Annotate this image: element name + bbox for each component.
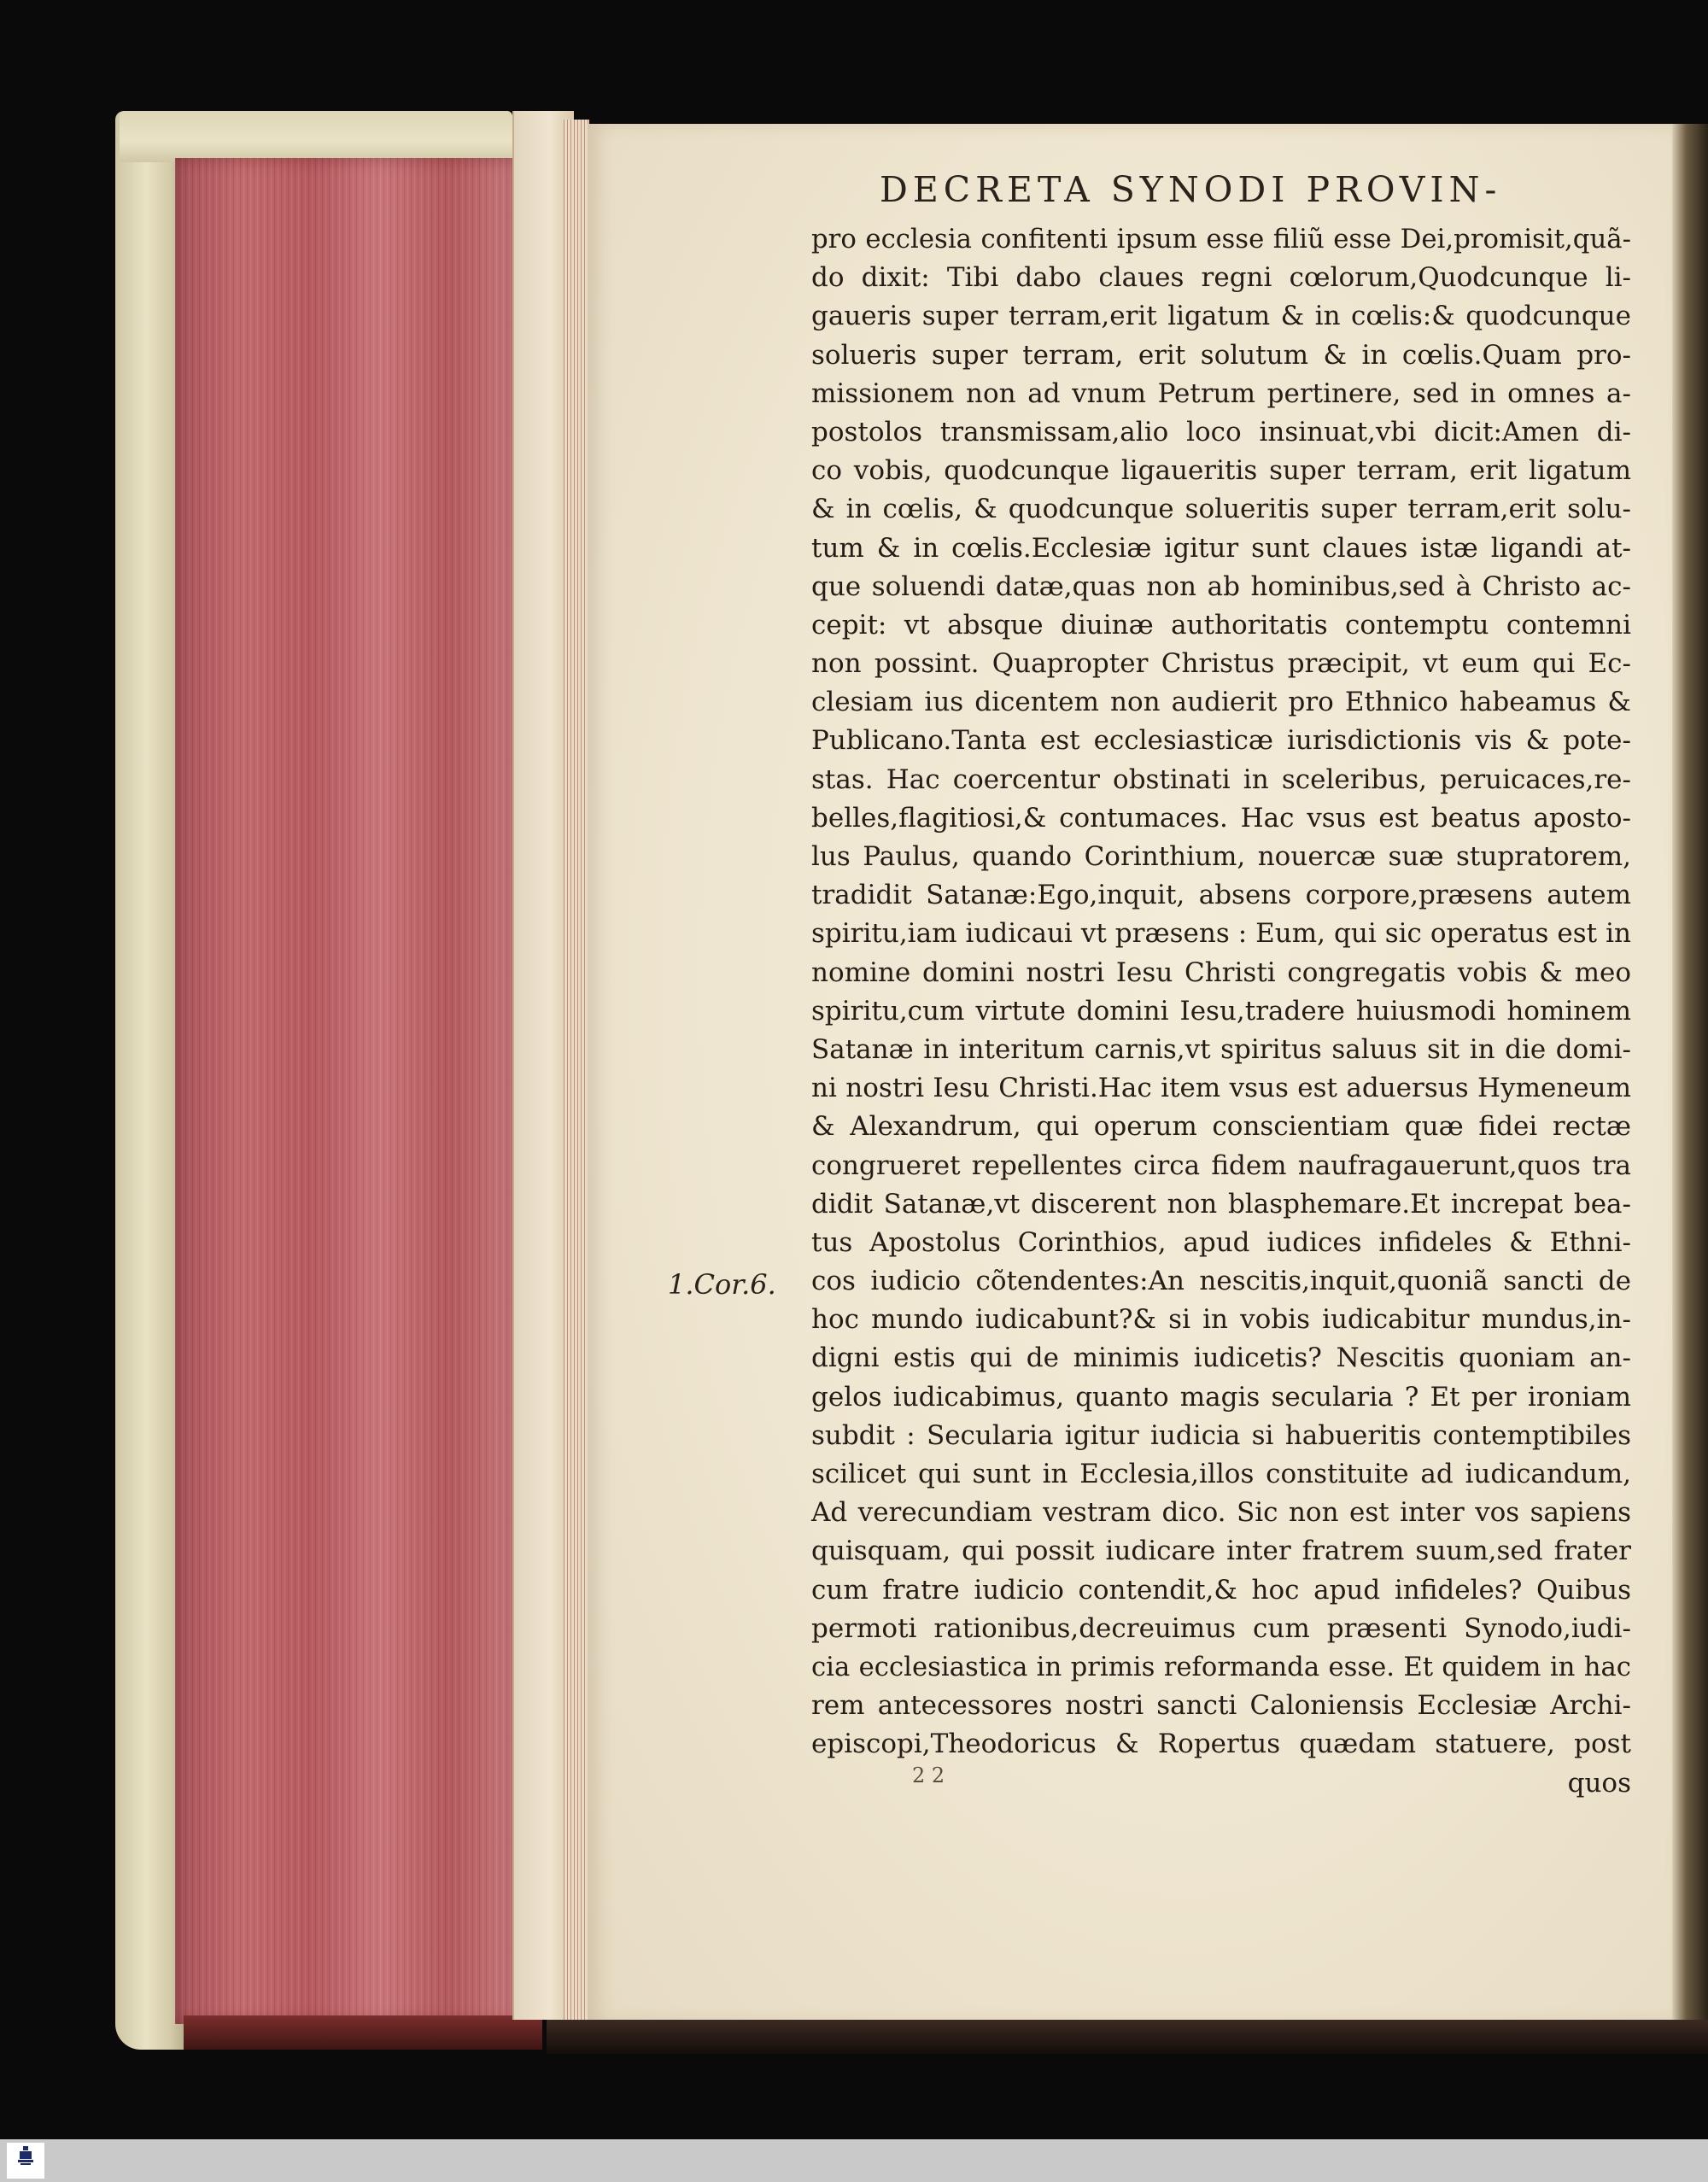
text-line: Publicano.Tanta est ecclesiasticæ iurisdictionis vis & pote- (811, 725, 1631, 757)
page-bottom-shadow (547, 2020, 1708, 2054)
text-line: belles,flagitiosi,& contumaces. Hac vsus est beatus aposto- (811, 802, 1631, 834)
text-line: tus Apostolus Corinthios, apud iudices infideles & Ethni- (811, 1226, 1631, 1258)
text-line: missionem non ad vnum Petrum pertinere, sed in omnes a- (811, 377, 1631, 409)
text-line: scilicet qui sunt in Ecclesia,illos constituite ad iudicandum, (811, 1459, 1631, 1489)
text-line: cepit: vt absque diuinæ authoritatis contemptu contemni (811, 609, 1631, 641)
text-line: episcopi,Theodoricus & Ropertus quædam statuere, post (811, 1729, 1631, 1760)
text-line: subdit : Secularia igitur iudicia si habueritis contemptibiles (811, 1419, 1631, 1451)
fore-edge-bottom (184, 2015, 542, 2050)
text-line: Ad verecundiam vestram dico. Sic non est inter vos sapiens (811, 1497, 1631, 1529)
text-line: ni nostri Iesu Christi.Hac item vsus est aduersus Hymeneum (811, 1073, 1631, 1104)
binding-top (120, 111, 512, 162)
red-fore-edge (175, 158, 517, 2024)
page-right-edge (1672, 124, 1708, 2024)
text-line: congrueret repellentes circa fidem naufragauerunt,quos tra (811, 1149, 1631, 1181)
text-line: stas. Hac coercentur obstinati in sceleribus, peruicaces,re- (811, 763, 1631, 795)
text-line: cia ecclesiastica in primis reformanda esse. Et quidem in hac (811, 1652, 1631, 1682)
text-line: clesiam ius dicentem non audierit pro Ethnico habeamus & (811, 687, 1631, 718)
margin-note: 1.Cor.6. (668, 1268, 776, 1301)
text-line: & in cœlis, & quodcunque solueritis super terram,erit solu- (811, 494, 1631, 525)
text-line: hoc mundo iudicabunt?& si in vobis iudicabitur mundus,in- (811, 1304, 1631, 1336)
text-line: cos iudicio cõtendentes:An nescitis,inquit,quoniã sancti de (811, 1266, 1631, 1297)
signature-mark: 2 2 (912, 1764, 945, 1787)
text-line: co vobis, quodcunque ligaueritis super terram, erit ligatum (811, 455, 1631, 487)
text-line: pro ecclesia confitenti ipsum esse filiũ esse Dei,promisit,quã- (811, 224, 1631, 254)
text-line: spiritu,cum virtute domini Iesu,tradere huiusmodi hominem (811, 995, 1631, 1027)
footer-bar (0, 2139, 1708, 2182)
page-leaves (564, 120, 589, 2024)
text-line: Satanæ in interitum carnis,vt spiritus saluus sit in die domi- (811, 1033, 1631, 1065)
catchword: quos (1567, 1767, 1631, 1799)
text-line: quisquam, qui possit iudicare inter fratrem suum,sed frater (811, 1536, 1631, 1567)
text-line: nomine domini nostri Iesu Christi congregatis vobis & meo (811, 956, 1631, 988)
text-line: solueris super terram, erit solutum & in cœlis.Quam pro- (811, 339, 1631, 371)
text-line: que soluendi datæ,quas non ab hominibus,sed à Christo ac- (811, 570, 1631, 602)
text-line: gelos iudicabimus, quanto magis secularia ? Et per ironiam (811, 1381, 1631, 1413)
text-line: postolos transmissam,alio loco insinuat,vbi dicit:Amen di- (811, 416, 1631, 448)
text-line: rem antecessores nostri sancti Caloniensis Ecclesiæ Archi- (811, 1690, 1631, 1722)
text-line: cum fratre iudicio contendit,& hoc apud infideles? Quibus (811, 1574, 1631, 1606)
text-line: gaueris super terram,erit ligatum & in cœlis:& quodcunque (811, 301, 1631, 332)
text-line: tum & in cœlis.Ecclesiæ igitur sunt claues istæ ligandi at- (811, 532, 1631, 564)
text-line: digni estis qui de minimis iudicetis? Nescitis quoniam an- (811, 1343, 1631, 1374)
text-line: do dixit: Tibi dabo claues regni cœlorum,Quodcunque li- (811, 262, 1631, 294)
text-line: didit Satanæ,vt discerent non blasphemare.Et increpat bea- (811, 1188, 1631, 1220)
text-line: permoti rationibus,decreuimus cum præsenti Synodo,iudi- (811, 1612, 1631, 1644)
running-head: DECRETA SYNODI PROVIN- (880, 169, 1502, 210)
text-line: lus Paulus, quando Corinthium, nouercæ suæ stupratorem, (811, 841, 1631, 872)
text-line: spiritu,iam iudicaui vt præsens : Eum, qui sic operatus est in (811, 918, 1631, 950)
text-line: tradidit Satanæ:Ego,inquit, absens corpore,præsens autem (811, 880, 1631, 911)
text-line: non possint. Quapropter Christus præcipit, vt eum qui Ec- (811, 648, 1631, 680)
parchment-binding (115, 111, 184, 2050)
library-logo-icon (7, 2143, 44, 2179)
body-text (811, 220, 1631, 1803)
text-line: & Alexandrum, qui operum conscientiam quæ fidei rectæ (811, 1111, 1631, 1143)
